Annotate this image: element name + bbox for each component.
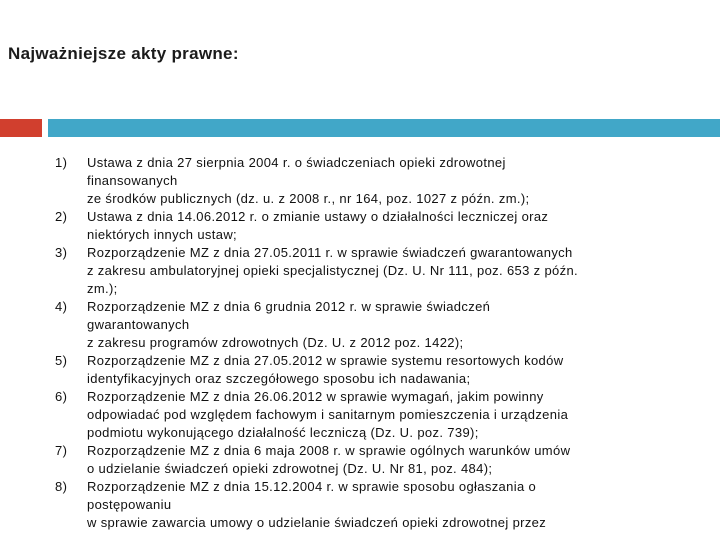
list-item-line: z zakresu ambulatoryjnej opieki specjalistycznej (Dz. U. Nr 111, poz. 653 z późn. [87,263,579,278]
list-item-line: Rozporządzenie MZ z dnia 6 maja 2008 r. w sprawie ogólnych warunków umów [87,443,571,458]
page-title: Najważniejsze akty prawne: [8,44,239,63]
list-item-number: 4) [55,299,68,314]
accent-bar-red [0,119,42,137]
list-item-number: 8) [55,479,68,494]
list-item-line: odpowiadać pod względem fachowym i sanitarnym pomieszczenia i urządzenia [87,407,569,422]
list-item-text [87,154,673,208]
list-item [55,352,673,388]
list-item-line: gwarantowanych [87,317,190,332]
list-item-text [87,478,673,532]
list-item-line: Rozporządzenie MZ z dnia 27.05.2011 r. w sprawie świadczeń gwarantowanych [87,245,573,260]
list-item [55,442,673,478]
list-item-line: Rozporządzenie MZ z dnia 6 grudnia 2012 r. w sprawie świadczeń [87,299,491,314]
list-item-number: 7) [55,443,68,458]
list-item-line: Rozporządzenie MZ z dnia 27.05.2012 w sprawie systemu resortowych kodów [87,353,564,368]
list-item-line: Ustawa z dnia 14.06.2012 r. o zmianie ustawy o działalności leczniczej oraz [87,209,549,224]
list-item [55,154,673,208]
list-item-text [87,244,673,298]
list-item-line: zm.); [87,281,118,296]
list-item-text [87,352,673,388]
list-item-text [87,298,673,352]
list-item-number: 1) [55,155,68,170]
list-item-number: 6) [55,389,68,404]
list-item-line: Rozporządzenie MZ z dnia 15.12.2004 r. w sprawie sposobu ogłaszania o [87,479,537,494]
list-item-line: postępowaniu [87,497,172,512]
list-item [55,478,673,532]
list-item-number: 3) [55,245,68,260]
list-item-line: ze środków publicznych (dz. u. z 2008 r., nr 164, poz. 1027 z późn. zm.); [87,191,530,206]
list-item-line: Rozporządzenie MZ z dnia 26.06.2012 w sprawie wymagań, jakim powinny [87,389,544,404]
list-item [55,298,673,352]
list-item-text [87,388,673,442]
accent-bar-blue [48,119,720,137]
list-item-line: identyfikacyjnych oraz szczegółowego sposobu ich nadawania; [87,371,471,386]
list-item-line: finansowanych [87,173,178,188]
list-item [55,244,673,298]
list-item [55,208,673,244]
list-item-text [87,442,673,478]
list-item-line: w sprawie zawarcia umowy o udzielanie świadczeń opieki zdrowotnej przez [87,515,547,530]
list-item-line: Ustawa z dnia 27 sierpnia 2004 r. o świadczeniach opieki zdrowotnej [87,155,506,170]
list-item-line: niektórych innych ustaw; [87,227,238,242]
list-item-text [87,208,673,244]
list-item [55,388,673,442]
list-item-number: 2) [55,209,68,224]
legal-acts-list [55,154,673,540]
list-item-line: podmiotu wykonującego działalność leczniczą (Dz. U. poz. 739); [87,425,479,440]
list-item-line: o udzielanie świadczeń opieki zdrowotnej (Dz. U. Nr 81, poz. 484); [87,461,493,476]
list-item-number: 5) [55,353,68,368]
list-item-line: z zakresu programów zdrowotnych (Dz. U. z 2012 poz. 1422); [87,335,464,350]
